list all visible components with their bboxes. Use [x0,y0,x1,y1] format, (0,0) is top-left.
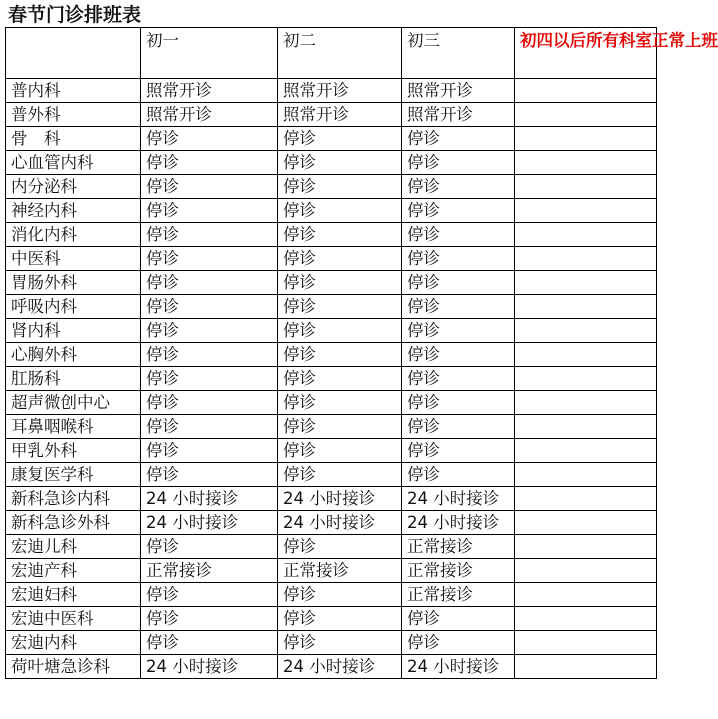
extra-cell [515,223,657,247]
day-2-cell: 停诊 [278,535,402,559]
extra-cell [515,535,657,559]
extra-cell [515,199,657,223]
extra-cell [515,391,657,415]
day-3-cell: 停诊 [402,607,515,631]
extra-cell [515,127,657,151]
day-1-cell: 照常开诊 [141,79,278,103]
day-3-cell: 正常接诊 [402,535,515,559]
schedule-body [6,28,718,679]
day-3-cell: 24 小时接诊 [402,511,515,535]
table-row [6,655,657,679]
day-3-cell: 停诊 [402,199,515,223]
day-2-cell: 停诊 [278,127,402,151]
extra-cell [515,607,657,631]
table-row [6,103,657,127]
table-row [6,487,657,511]
day-3-cell: 停诊 [402,415,515,439]
extra-cell [515,271,657,295]
dept-cell: 荷叶塘急诊科 [6,655,141,679]
day-2-cell: 停诊 [278,415,402,439]
table-row [6,247,657,271]
extra-cell [515,415,657,439]
dept-cell: 宏迪中医科 [6,607,141,631]
header-note: 初四以后所有科室正常上班 [515,28,657,79]
day-2-cell: 停诊 [278,367,402,391]
dept-cell: 宏迪产科 [6,559,141,583]
dept-cell: 胃肠外科 [6,271,141,295]
day-3-cell: 正常接诊 [402,559,515,583]
day-1-cell: 24 小时接诊 [141,655,278,679]
day-1-cell: 停诊 [141,295,278,319]
day-1-cell: 停诊 [141,271,278,295]
table-row [6,367,657,391]
extra-cell [515,583,657,607]
day-2-cell: 停诊 [278,607,402,631]
day-1-cell: 停诊 [141,247,278,271]
extra-cell [515,367,657,391]
day-1-cell: 停诊 [141,367,278,391]
table-row [6,631,657,655]
day-3-cell: 正常接诊 [402,583,515,607]
day-2-cell: 24 小时接诊 [278,511,402,535]
day-3-cell: 停诊 [402,439,515,463]
dept-cell: 普外科 [6,103,141,127]
day-3-cell: 停诊 [402,175,515,199]
day-2-cell: 照常开诊 [278,103,402,127]
day-3-cell: 24 小时接诊 [402,655,515,679]
dept-cell: 肛肠科 [6,367,141,391]
day-1-cell: 停诊 [141,223,278,247]
dept-cell: 神经内科 [6,199,141,223]
dept-cell: 宏迪内科 [6,631,141,655]
day-2-cell: 停诊 [278,391,402,415]
table-row [6,415,657,439]
extra-cell [515,631,657,655]
day-2-cell: 停诊 [278,247,402,271]
day-1-cell: 停诊 [141,175,278,199]
day-2-cell: 停诊 [278,295,402,319]
table-row [6,535,657,559]
table-row [6,559,657,583]
extra-cell [515,487,657,511]
day-3-cell: 24 小时接诊 [402,487,515,511]
day-2-cell: 停诊 [278,223,402,247]
day-1-cell: 停诊 [141,391,278,415]
day-1-cell: 停诊 [141,439,278,463]
table-row [6,175,657,199]
day-3-cell: 停诊 [402,391,515,415]
table-row [6,223,657,247]
dept-cell: 肾内科 [6,319,141,343]
day-2-cell: 停诊 [278,631,402,655]
day-3-cell: 停诊 [402,295,515,319]
table-row [6,439,657,463]
extra-cell [515,511,657,535]
dept-cell: 内分泌科 [6,175,141,199]
day-3-cell: 停诊 [402,463,515,487]
extra-cell [515,175,657,199]
extra-cell [515,343,657,367]
day-1-cell: 正常接诊 [141,559,278,583]
day-2-cell: 停诊 [278,583,402,607]
table-row [6,343,657,367]
day-3-cell: 停诊 [402,367,515,391]
schedule-table [5,27,718,679]
dept-cell: 心胸外科 [6,343,141,367]
table-row [6,391,657,415]
extra-cell [515,439,657,463]
header-row [6,28,657,79]
dept-cell: 甲乳外科 [6,439,141,463]
day-1-cell: 停诊 [141,343,278,367]
table-row [6,583,657,607]
day-2-cell: 24 小时接诊 [278,655,402,679]
day-2-cell: 停诊 [278,463,402,487]
day-3-cell: 停诊 [402,319,515,343]
page-title: 春节门诊排班表 [8,4,142,26]
day-2-cell: 停诊 [278,271,402,295]
table-row [6,79,657,103]
day-3-cell: 停诊 [402,343,515,367]
day-3-cell: 停诊 [402,271,515,295]
day-2-cell: 停诊 [278,319,402,343]
day-3-cell: 停诊 [402,127,515,151]
header-corner [6,28,141,79]
day-3-cell: 停诊 [402,151,515,175]
extra-cell [515,319,657,343]
dept-cell: 消化内科 [6,223,141,247]
day-1-cell: 停诊 [141,415,278,439]
dept-cell: 普内科 [6,79,141,103]
dept-cell: 骨 科 [6,127,141,151]
extra-cell [515,295,657,319]
day-3-cell: 停诊 [402,631,515,655]
day-1-cell: 停诊 [141,151,278,175]
day-1-cell: 停诊 [141,319,278,343]
table-row [6,271,657,295]
table-row [6,463,657,487]
day-1-cell: 照常开诊 [141,103,278,127]
header-day-3: 初三 [402,28,515,79]
dept-cell: 新科急诊外科 [6,511,141,535]
extra-cell [515,655,657,679]
dept-cell: 宏迪儿科 [6,535,141,559]
dept-cell: 超声微创中心 [6,391,141,415]
day-2-cell: 停诊 [278,199,402,223]
day-1-cell: 停诊 [141,607,278,631]
dept-cell: 呼吸内科 [6,295,141,319]
dept-cell: 新科急诊内科 [6,487,141,511]
header-day-1: 初一 [141,28,278,79]
day-1-cell: 24 小时接诊 [141,487,278,511]
day-1-cell: 停诊 [141,583,278,607]
day-2-cell: 停诊 [278,343,402,367]
table-row [6,607,657,631]
dept-cell: 宏迪妇科 [6,583,141,607]
day-1-cell: 停诊 [141,631,278,655]
day-2-cell: 照常开诊 [278,79,402,103]
day-2-cell: 24 小时接诊 [278,487,402,511]
extra-cell [515,559,657,583]
day-2-cell: 停诊 [278,439,402,463]
table-row [6,511,657,535]
day-2-cell: 停诊 [278,151,402,175]
extra-cell [515,79,657,103]
extra-cell [515,151,657,175]
dept-cell: 耳鼻咽喉科 [6,415,141,439]
day-1-cell: 停诊 [141,127,278,151]
table-row [6,295,657,319]
day-3-cell: 照常开诊 [402,103,515,127]
dept-cell: 心血管内科 [6,151,141,175]
day-2-cell: 正常接诊 [278,559,402,583]
table-row [6,319,657,343]
day-1-cell: 停诊 [141,463,278,487]
dept-cell: 中医科 [6,247,141,271]
day-2-cell: 停诊 [278,175,402,199]
header-day-2: 初二 [278,28,402,79]
day-1-cell: 停诊 [141,199,278,223]
extra-cell [515,247,657,271]
dept-cell: 康复医学科 [6,463,141,487]
table-row [6,199,657,223]
day-1-cell: 停诊 [141,535,278,559]
day-3-cell: 照常开诊 [402,79,515,103]
table-row [6,127,657,151]
table-row [6,151,657,175]
extra-cell [515,103,657,127]
day-3-cell: 停诊 [402,223,515,247]
day-1-cell: 24 小时接诊 [141,511,278,535]
extra-cell [515,463,657,487]
day-3-cell: 停诊 [402,247,515,271]
